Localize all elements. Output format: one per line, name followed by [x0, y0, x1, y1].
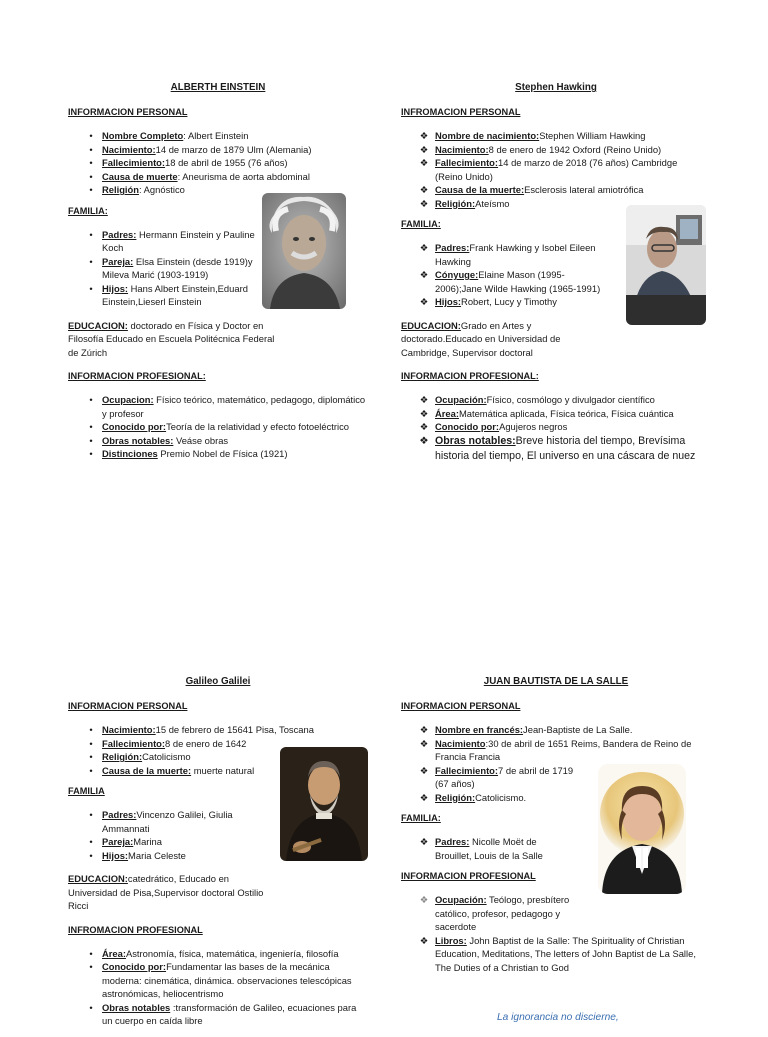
list-item: • Conocido por:Fundamentar las bases de la mecánica moderna: cinemática, dinámica. observaciones telescópicas astronómicas, heliocentrismo	[89, 961, 352, 999]
hawking-prof-heading: INFORMACION PROFESIONAL:	[401, 371, 539, 381]
list-item: • Pareja: Elsa Einstein (desde 1919)y Mileva Marić (1903-1919)	[89, 255, 253, 280]
list-item: • Causa de muerte: Aneurisma de aorta abdominal	[89, 170, 310, 182]
list-item: ❖ Nacimiento:30 de abril de 1651 Reims, Bandera de Reino de Francia Francia	[419, 737, 692, 762]
list-item: ❖ Padres: Nicolle Moët de Brouillet, Louis de la Salle	[419, 836, 543, 861]
hawking-education: EDUCACION:Grado en Artes y doctorado.Educado en Universidad de Cambridge, Supervisor doctoral	[401, 319, 561, 358]
salle-title: JUAN BAUTISTA DE LA SALLE	[483, 676, 629, 687]
einstein-title: ALBERTH EINSTEIN	[170, 82, 266, 93]
list-item: • Padres: Hermann Einstein y Pauline Koch	[89, 228, 255, 253]
list-item: ❖ Nombre de nacimiento:Stephen William Hawking	[419, 130, 646, 141]
list-item: ❖ Padres:Frank Hawking y Isobel Eileen Hawking	[419, 242, 596, 267]
galileo-family-heading: FAMILIA	[68, 786, 105, 796]
list-item: • Nombre Completo: Albert Einstein	[89, 130, 249, 141]
salle-personal-heading: INFORMACION PERSONAL	[401, 701, 521, 711]
list-item: ❖ Religión:Catolicismo.	[419, 791, 527, 803]
salle-portrait	[598, 764, 686, 894]
hawking-portrait	[626, 205, 706, 325]
list-item: • Área:Astronomía, física, matemática, ingeniería, filosofía	[89, 947, 339, 959]
galileo-prof-heading: INFROMACION PROFESIONAL	[68, 924, 203, 935]
list-item: ❖ Cónyuge:Elaine Mason (1995-2006);Jane Wilde Hawking (1965-1991)	[419, 269, 601, 294]
galileo-title: Galileo Galilei	[185, 676, 251, 687]
list-item: • Nacimiento:14 de marzo de 1879 Ulm (Alemania)	[89, 143, 312, 155]
list-item: • Fallecimiento:18 de abril de 1955 (76 años)	[89, 157, 288, 168]
list-item: ❖ Libros: John Baptist de la Salle: The Spirituality of Christian Education, Meditations, The letters of John Baptist de La Salle, The Duties of a Christian to God	[419, 934, 696, 973]
list-item: • Religión:Catolicismo	[89, 751, 191, 762]
hawking-prof-list	[401, 393, 711, 464]
list-item: • Causa de la muerte: muerte natural	[89, 764, 255, 776]
einstein-family-heading: FAMILIA:	[68, 205, 108, 216]
list-item: • Nacimiento:15 de febrero de 15641 Pisa, Toscana	[89, 724, 314, 735]
hawking-title: Stephen Hawking	[515, 82, 597, 93]
list-item: • Padres:Vincenzo Galilei, Giulia Ammannati	[89, 809, 233, 834]
list-item: • Distinciones Premio Nobel de Física (1921)	[89, 448, 288, 459]
list-item: ❖ Causa de la muerte:Esclerosis lateral amiotrófica	[419, 184, 644, 195]
hawking-personal-list	[401, 129, 711, 210]
list-item: • Hijos: Hans Albert Einstein,Eduard Einstein,Lieserl Einstein	[89, 282, 248, 307]
einstein-prof-heading: INFORMACION PROFESIONAL:	[68, 371, 206, 381]
einstein-personal-list	[68, 129, 368, 197]
list-item: • Conocido por:Teoría de la relatividad y efecto fotoeléctrico	[89, 421, 349, 432]
list-item: • Ocupacion: Físico teórico, matemático, pedagogo, diplomático y profesor	[89, 394, 366, 419]
salle-prof-heading: INFORMACION PROFESIONAL	[401, 871, 536, 881]
einstein-prof-list	[68, 393, 368, 461]
einstein-education: EDUCACION: doctorado en Física y Doctor en Filosofía Educado en Escuela Politécnica Federal de Zúrich	[68, 319, 275, 358]
list-item: ❖ Religión:Ateísmo	[419, 197, 510, 209]
list-item: ❖ Obras notables:Breve historia del tiempo, Brevísima historia del tiempo, El universo en una cáscara de nuez	[419, 434, 696, 462]
list-item: • Fallecimiento:8 de enero de 1642	[89, 737, 247, 749]
salle-prof-list	[401, 893, 711, 974]
list-item: ❖ Área:Matemática aplicada, Física teórica, Física cuántica	[419, 407, 674, 419]
hawking-personal-heading: INFROMACION PERSONAL	[401, 107, 521, 117]
list-item: • Religión: Agnóstico	[89, 184, 185, 195]
list-item: ❖ Fallecimiento:7 de abril de 1719 (67 años)	[419, 764, 574, 789]
list-item: ❖ Hijos:Robert, Lucy y Timothy	[419, 296, 557, 307]
list-item: ❖ Fallecimiento:14 de marzo de 2018 (76 años) Cambridge (Reino Unido)	[419, 157, 678, 182]
list-item: • Obras notables :transformación de Galileo, ecuaciones para un cuerpo en caída libre	[89, 1001, 357, 1026]
salle-family-heading: FAMILIA:	[401, 813, 441, 823]
galileo-prof-list	[68, 947, 368, 1028]
einstein-personal-heading: INFORMACION PERSONAL	[68, 107, 188, 117]
list-item: ❖ Nombre en francés:Jean-Baptiste de La Salle.	[419, 724, 633, 735]
quote-text: La ignorancia no discierne,	[497, 1012, 619, 1023]
list-item: ❖ Nacimiento:8 de enero de 1942 Oxford (Reino Unido)	[419, 143, 662, 155]
list-item: ❖ Conocido por:Agujeros negros	[419, 421, 568, 432]
list-item: • Pareja:Marina	[89, 836, 162, 847]
galileo-portrait	[280, 747, 368, 861]
list-item: ❖ Ocupación: Teólogo, presbítero católico, profesor, pedagogo y sacerdote	[419, 894, 570, 932]
list-item: • Hijos:Maria Celeste	[89, 849, 186, 861]
einstein-portrait	[262, 193, 346, 309]
hawking-family-heading: FAMILIA:	[401, 219, 441, 229]
list-item: • Obras notables: Veáse obras	[89, 434, 229, 446]
list-item: ❖ Ocupación:Físico, cosmólogo y divulgador científico	[419, 394, 655, 405]
galileo-personal-heading: INFORMACION PERSONAL	[68, 701, 188, 711]
galileo-education: EDUCACION:catedrático, Educado en Universidad de Pisa,Supervisor doctoral Ostilio Ricci	[68, 873, 264, 911]
